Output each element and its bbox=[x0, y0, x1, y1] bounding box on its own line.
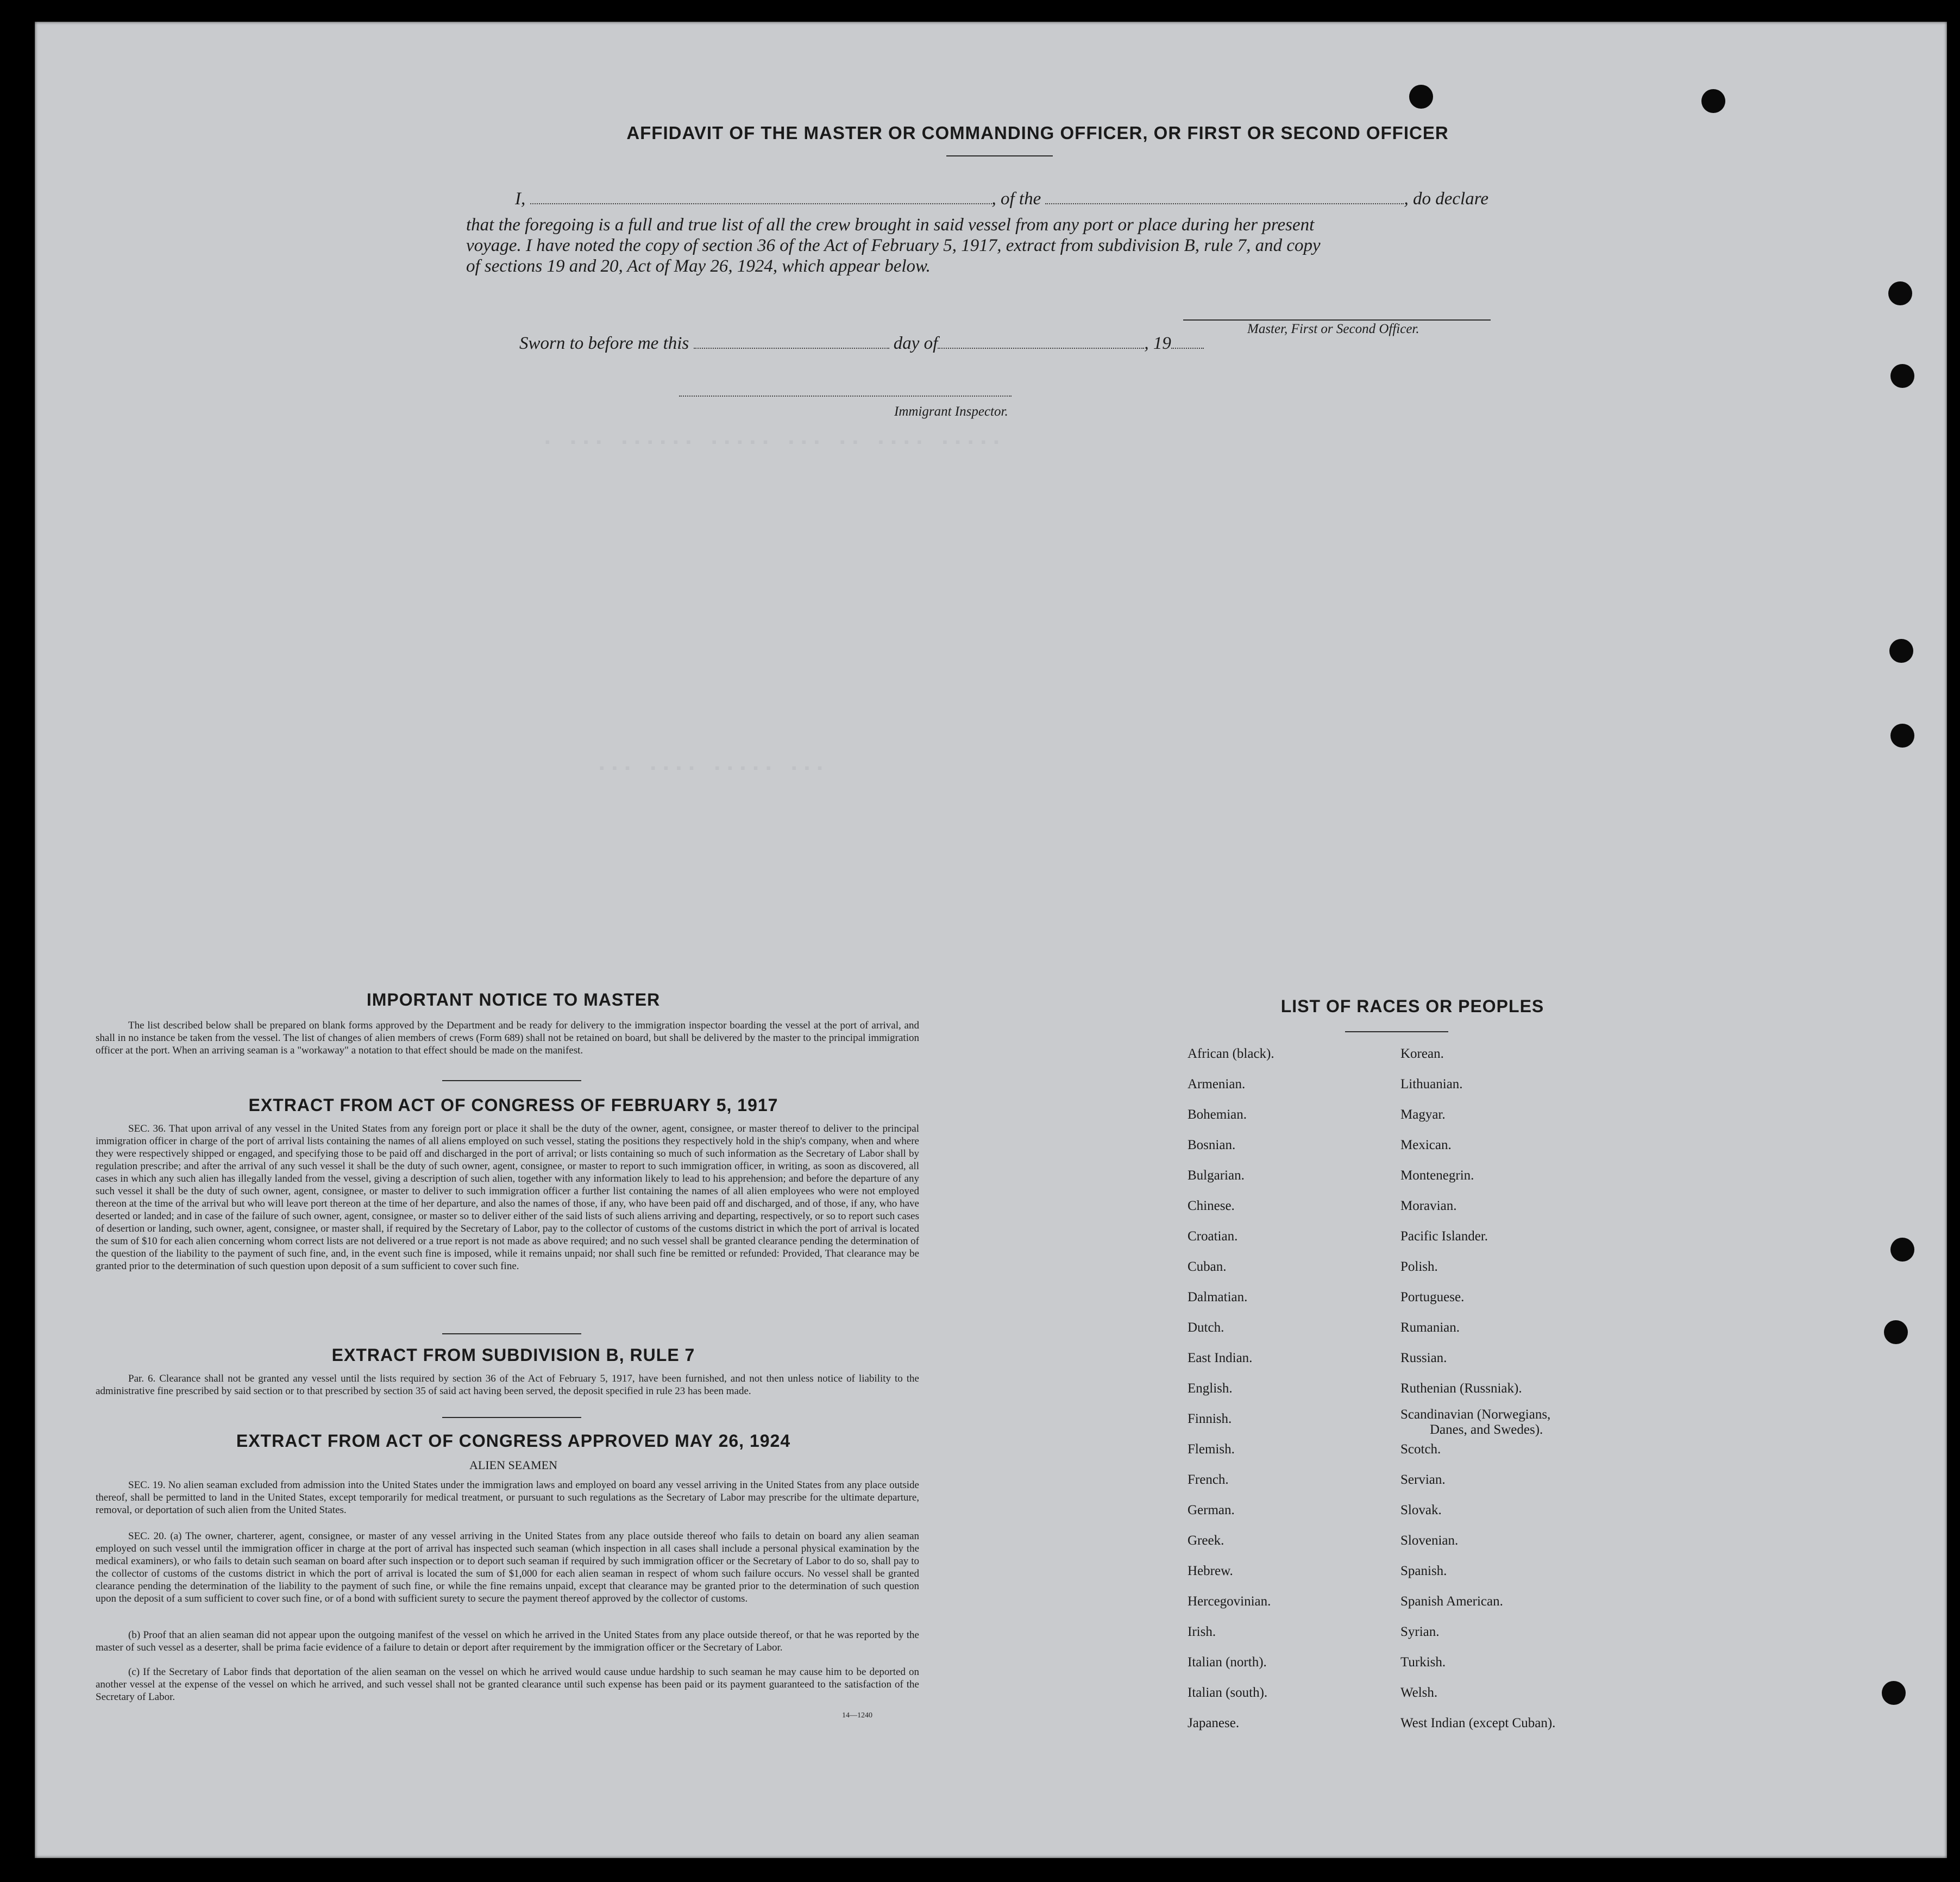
race-item: Scandinavian (Norwegians, bbox=[1400, 1407, 1551, 1422]
race-item: East Indian. bbox=[1188, 1351, 1253, 1365]
race-item: Welsh. bbox=[1400, 1685, 1438, 1700]
inspector-signature-label: Immigrant Inspector. bbox=[894, 404, 1008, 419]
race-item: Bulgarian. bbox=[1188, 1168, 1245, 1183]
divider bbox=[1345, 1031, 1448, 1032]
notice-text: The list described below shall be prepared on blank forms approved by the Department and be ready for delivery to the immigration inspector boarding the vessel at the port of arrival, and shall in no instance be taken from the vessel. The list of changes of alien members of crews (Form 689) shall not be retained on board, but shall be delivered by the master to the principal immigration officer at the port. When an arriving seaman is a "workaway" a notation to that effect should be made on the manifest. bbox=[96, 1020, 919, 1056]
affidavit-declare: , do declare bbox=[1404, 189, 1488, 209]
race-item: Irish. bbox=[1188, 1624, 1216, 1639]
race-item-continuation: Danes, and Swedes). bbox=[1430, 1422, 1543, 1437]
race-item: Hercegovinian. bbox=[1188, 1594, 1271, 1609]
extract-1917-title: EXTRACT FROM ACT OF CONGRESS OF FEBRUARY 5, 1917 bbox=[248, 1095, 778, 1115]
race-item: Portuguese. bbox=[1400, 1290, 1465, 1304]
race-item: Montenegrin. bbox=[1400, 1168, 1474, 1183]
race-item: Chinese. bbox=[1188, 1199, 1235, 1213]
race-item: Polish. bbox=[1400, 1259, 1438, 1274]
affidavit-i: I, bbox=[515, 189, 526, 209]
race-item: Greek. bbox=[1188, 1533, 1224, 1548]
binder-hole bbox=[1890, 724, 1914, 748]
form-number: 14—1240 bbox=[842, 1711, 872, 1720]
race-item: Slovenian. bbox=[1400, 1533, 1459, 1548]
race-item: Magyar. bbox=[1400, 1107, 1446, 1122]
affidavit-line-1 bbox=[515, 189, 1488, 209]
binder-hole bbox=[1701, 89, 1725, 113]
race-item: Syrian. bbox=[1400, 1624, 1440, 1639]
sworn-label: Sworn to before me this bbox=[519, 334, 689, 353]
race-item: West Indian (except Cuban). bbox=[1400, 1716, 1556, 1730]
bleed-through-texture: ▪▪▪ ▪▪▪▪ ▪▪▪▪▪ ▪▪▪ bbox=[598, 761, 828, 777]
rule7-text: Par. 6. Clearance shall not be granted any vessel until the lists required by section 36 of the Act of February 5, 1917, have been furnished, and not then unless notice of liability to the administrative fine prescribed by said section or to that prescribed by section 35 of said act having been served, the deposit specified in rule 23 has been made. bbox=[96, 1373, 919, 1397]
affidavit-title: AFFIDAVIT OF THE MASTER OR COMMANDING OFFICER, OR FIRST OR SECOND OFFICER bbox=[626, 123, 1449, 143]
race-item: German. bbox=[1188, 1503, 1235, 1517]
notice-title: IMPORTANT NOTICE TO MASTER bbox=[366, 990, 661, 1009]
race-item: Moravian. bbox=[1400, 1199, 1457, 1213]
race-item: Servian. bbox=[1400, 1472, 1446, 1487]
race-item: Spanish American. bbox=[1400, 1594, 1503, 1609]
race-item: Slovak. bbox=[1400, 1503, 1442, 1517]
race-item: Finnish. bbox=[1188, 1412, 1232, 1426]
binder-hole bbox=[1882, 1681, 1906, 1705]
race-item: Italian (south). bbox=[1188, 1685, 1268, 1700]
binder-hole bbox=[1890, 364, 1914, 388]
race-item: Hebrew. bbox=[1188, 1564, 1233, 1578]
affidavit-line-2: that the foregoing is a full and true list of all the crew brought in said vessel from any port or place during her present bbox=[466, 215, 1315, 235]
race-item: Russian. bbox=[1400, 1351, 1447, 1365]
binder-hole bbox=[1409, 85, 1433, 109]
binder-hole bbox=[1884, 1320, 1908, 1344]
sworn-line bbox=[519, 334, 1204, 354]
race-item: Rumanian. bbox=[1400, 1320, 1460, 1335]
binder-hole bbox=[1890, 1238, 1914, 1262]
rule7-title: EXTRACT FROM SUBDIVISION B, RULE 7 bbox=[331, 1345, 695, 1365]
race-item: Armenian. bbox=[1188, 1077, 1246, 1091]
race-item: Bohemian. bbox=[1188, 1107, 1247, 1122]
race-item: Italian (north). bbox=[1188, 1655, 1267, 1670]
sworn-month-blank[interactable] bbox=[938, 348, 1144, 349]
sworn-year-blank[interactable] bbox=[1171, 348, 1204, 349]
master-signature-line[interactable] bbox=[1183, 319, 1491, 321]
bleed-through-texture: ▪ ▪▪▪ ▪▪▪▪▪▪ ▪▪▪▪▪ ▪▪▪ ▪▪ ▪▪▪▪ ▪▪▪▪▪ bbox=[543, 435, 1005, 451]
affidavit-line-4: of sections 19 and 20, Act of May 26, 1924, which appear below. bbox=[466, 256, 931, 276]
divider bbox=[442, 1333, 581, 1334]
divider bbox=[442, 1417, 581, 1418]
race-item: Bosnian. bbox=[1188, 1138, 1236, 1152]
race-item: African (black). bbox=[1188, 1046, 1274, 1061]
race-item: Pacific Islander. bbox=[1400, 1229, 1488, 1244]
affidavit-of-the: , of the bbox=[991, 189, 1041, 209]
race-item: Scotch. bbox=[1400, 1442, 1441, 1457]
divider bbox=[442, 1080, 581, 1081]
sec19-text: SEC. 19. No alien seaman excluded from admission into the United States under the immigration laws and employed on board any vessel arriving in the United States from any place outside thereof, shall be permitted to land in the United States, except temporarily for medical treatment, or pursuant to such regulations as the Secretary of Labor may prescribe for the ultimate departure, removal, or deportation of such alien from the United States. bbox=[96, 1479, 919, 1516]
race-item: English. bbox=[1188, 1381, 1233, 1396]
race-item: French. bbox=[1188, 1472, 1229, 1487]
affidavit-line-3: voyage. I have noted the copy of section 36 of the Act of February 5, 1917, extract from subdivision B, rule 7, and copy bbox=[466, 236, 1321, 255]
race-item: Cuban. bbox=[1188, 1259, 1227, 1274]
races-title: LIST OF RACES OR PEOPLES bbox=[1280, 996, 1544, 1016]
race-item: Japanese. bbox=[1188, 1716, 1240, 1730]
race-item: Mexican. bbox=[1400, 1138, 1452, 1152]
race-item: Spanish. bbox=[1400, 1564, 1447, 1578]
sec20b-text: (b) Proof that an alien seaman did not appear upon the outgoing manifest of the vessel on which he arrived in the United States from any place outside thereof, or that he was reported by the master of such vessel as a deserter, shall be prima facie evidence of a failure to detain or deport after requirement by the immigration officer or the Secretary of Labor. bbox=[96, 1629, 919, 1653]
alien-seamen-subtitle: ALIEN SEAMEN bbox=[469, 1458, 557, 1472]
binder-hole bbox=[1889, 639, 1913, 663]
divider bbox=[946, 155, 1053, 156]
inspector-signature-line[interactable] bbox=[679, 396, 1012, 397]
sec20c-text: (c) If the Secretary of Labor finds that deportation of the alien seaman on the vessel on which he arrived would cause undue hardship to such seaman he may cause him to be deported on another vessel at the expense of the vessel on which he arrived, and such vessel shall not be granted clearance until such expense has been paid or its payment guaranteed to the satisfaction of the Secretary of Labor. bbox=[96, 1666, 919, 1703]
race-item: Turkish. bbox=[1400, 1655, 1446, 1670]
year-label: , 19 bbox=[1144, 334, 1171, 353]
sec20a-text: SEC. 20. (a) The owner, charterer, agent, consignee, or master of any vessel arriving in the United States from any place outside thereof who fails to detain on board any alien seaman employed on such vessel until the immigration officer in charge at the port of arrival has inspected such seaman (which inspection in all cases shall include a personal physical examination by the medical examiners), or who fails to detain such seaman on board after such inspection or to deport such seaman if required by such immigration officer or the Secretary of Labor to do so, shall pay to the collector of customs of the customs district in which the port of arrival is located the sum of $1,000 for each alien seaman in respect of whom such failure occurs. No vessel shall be granted clearance pending the determination of the liability to the payment of such fine, or while the fine remains unpaid, except that clearance may be granted prior to the determination of such question upon the deposit of a sum sufficient to cover such fine, or of a bond with sufficient surety to secure the payment thereof approved by the collector of customs. bbox=[96, 1530, 919, 1604]
day-of-label: day of bbox=[893, 334, 938, 353]
extract-1924-title: EXTRACT FROM ACT OF CONGRESS APPROVED MAY 26, 1924 bbox=[236, 1431, 791, 1451]
sworn-day-blank[interactable] bbox=[694, 348, 889, 349]
race-item: Croatian. bbox=[1188, 1229, 1238, 1244]
name-blank[interactable] bbox=[530, 203, 992, 204]
race-item: Lithuanian. bbox=[1400, 1077, 1463, 1091]
race-item: Flemish. bbox=[1188, 1442, 1235, 1457]
race-item: Dalmatian. bbox=[1188, 1290, 1248, 1304]
vessel-blank[interactable] bbox=[1045, 203, 1404, 204]
race-item: Dutch. bbox=[1188, 1320, 1224, 1335]
extract-1917-text: SEC. 36. That upon arrival of any vessel in the United States from any foreign port or place it shall be the duty of the owner, agent, consignee, or master thereof to deliver to the principal immigration officer in charge of the port of arrival lists containing the names of all aliens employed on such vessel, stating the positions they respectively hold in the ship's company, when and where they were respectively shipped or engaged, and specifying those to be paid off and discharged in the port of arrival; or lists containing so much of such information as the Secretary of Labor shall by regulation prescribe; and after the arrival of any such vessel it shall be the duty of such owner, agent, consignee, or master to report to such immigration officer, in writing, as soon as discovered, all cases in which any such alien has illegally landed from the vessel, giving a description of such alien, together with any information likely to lead to his apprehension; and before the departure of any such vessel it shall be the duty of such owner, agent, consignee, or master to deliver to such immigration officer a further list containing the names of all alien employees who were not employed thereon at the time of the arrival but who will leave port thereon at the time of her departure, and also the names of those, if any, who have been paid off and discharged, and of those, if any, who have deserted or landed; and in case of the failure of such owner, agent, consignee, or master so to deliver either of the said lists of such aliens arriving and departing, respectively, or so to report such cases of desertion or landing, such owner, agent, consignee, or master shall, if required by the Secretary of Labor, pay to the collector of customs of the customs district in which the port of arrival is located the sum of $10 for each alien concerning whom correct lists are not delivered or a true report is not made as above required; and no such vessel shall be granted clearance pending the determination of the question of the liability to the payment of such fine, and, in the event such fine is imposed, while it remains unpaid; nor shall such fine be remitted or refunded: Provided, That clearance may be granted prior to the determination of such question upon deposit of a sum sufficient to cover such fine. bbox=[96, 1123, 919, 1272]
race-item: Korean. bbox=[1400, 1046, 1444, 1061]
race-item: Ruthenian (Russniak). bbox=[1400, 1381, 1522, 1396]
master-signature-label: Master, First or Second Officer. bbox=[1247, 322, 1419, 336]
binder-hole bbox=[1888, 281, 1912, 305]
